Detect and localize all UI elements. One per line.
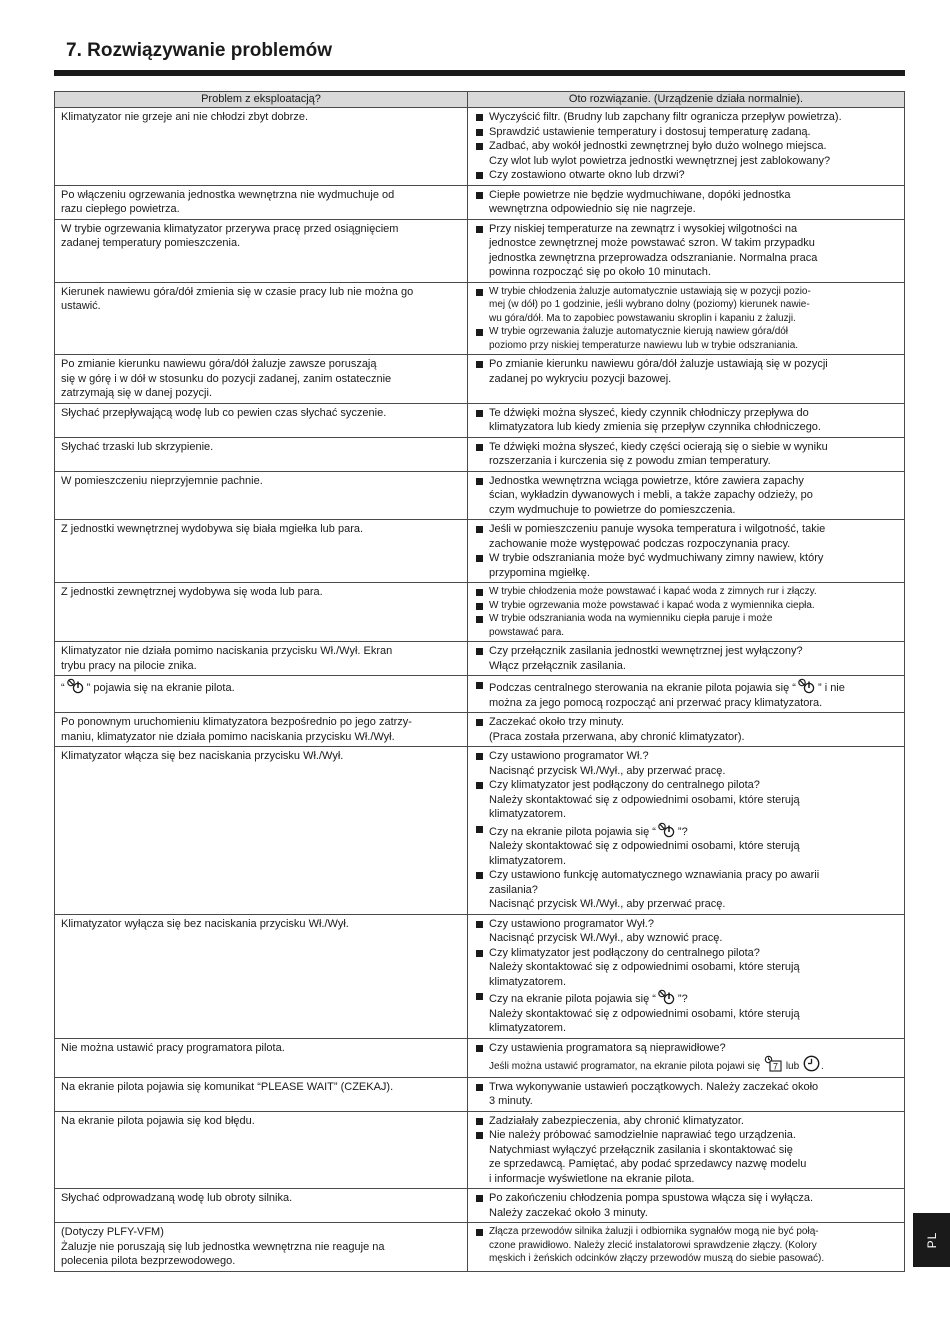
- solution-line: W trybie ogrzewania może powstawać i kapać woda z wymiennika ciepła.: [489, 599, 815, 611]
- solution-line: jednostka zewnętrzna przeprowadza odszranianie. Normalna praca: [489, 251, 818, 264]
- solution-line: Po zakończeniu chłodzenia pompa spustowa włącza się i wyłącza.: [489, 1192, 814, 1204]
- solution-line: zachowanie może występować podczas rozpoczynania pracy.: [489, 537, 791, 550]
- solution-list: [474, 644, 899, 673]
- solution-line: klimatyzatorem.: [489, 854, 567, 867]
- solution-list: [474, 110, 899, 183]
- solution-item: [474, 1114, 899, 1129]
- solution-line: można za jego pomocą rozpocząć ani przerwać pracy klimatyzatora.: [489, 696, 823, 709]
- table-row: [55, 471, 905, 520]
- solution-line: Czy ustawienia programatora są nieprawidłowe?: [489, 1041, 726, 1054]
- solution-line: Należy skontaktować się z odpowiednimi osobami, które sterują: [489, 961, 800, 973]
- problem-cell: [55, 1111, 468, 1189]
- problem-text: maniu, klimatyzator nie działa pomimo naciskania przycisku Wł./Wył.: [61, 730, 395, 743]
- solution-list: [474, 188, 899, 217]
- solution-item: [474, 522, 899, 551]
- table-row: [55, 403, 905, 437]
- solution-list: [474, 715, 899, 744]
- solution-cell: [468, 1038, 905, 1077]
- solution-cell: [468, 713, 905, 747]
- solution-item: [474, 917, 899, 946]
- table-row: [55, 676, 905, 713]
- solution-line: Sprawdzić ustawienie temperatury i dostosuj temperaturę zadaną.: [489, 125, 811, 138]
- solution-line: [489, 678, 899, 696]
- problem-cell: [55, 713, 468, 747]
- solution-line: Czy wlot lub wylot powietrza jednostki wewnętrznej jest zablokowany?: [489, 154, 831, 167]
- table-row: [55, 520, 905, 583]
- solution-line: jednostce zewnętrznej może powstawać szron. W takim przypadku: [489, 237, 815, 249]
- solution-cell: [468, 1111, 905, 1189]
- problem-cell: [55, 1077, 468, 1111]
- solution-list: [474, 222, 899, 280]
- solution-line: klimatyzatorem.: [489, 975, 567, 988]
- solution-text: ” i nie: [817, 682, 845, 694]
- solution-line: Należy skontaktować się z odpowiednimi osobami, które sterują: [489, 1007, 800, 1020]
- centralized-control-icon: [66, 678, 86, 694]
- title-rule: [54, 70, 905, 76]
- solution-line: poziomo przy niskiej temperaturze nawiewu lub w trybie odszraniania.: [489, 339, 799, 351]
- problem-cell: [55, 520, 468, 583]
- solution-line: W trybie ogrzewania żaluzje automatycznie kierują nawiew góra/dół: [489, 326, 789, 337]
- solution-line: Te dźwięki można słyszeć, kiedy czynnik chłodniczy przepływa do: [489, 406, 809, 419]
- solution-text: ”?: [677, 825, 688, 838]
- solution-line: Czy przełącznik zasilania jednostki wewnętrznej jest wyłączony?: [489, 645, 803, 657]
- solution-line: Jednostka wewnętrzna wciąga powietrze, które zawiera zapachy: [489, 474, 804, 487]
- problem-cell: [55, 403, 468, 437]
- problem-cell: [55, 1038, 468, 1077]
- solution-cell: [468, 403, 905, 437]
- problem-cell: [55, 583, 468, 642]
- header-solution: Oto rozwiązanie. (Urządzenie działa normalnie).: [468, 92, 905, 108]
- problem-cell: [55, 747, 468, 915]
- centralized-control-icon: [797, 678, 817, 694]
- problem-text: ustawić.: [61, 300, 101, 312]
- solution-line: Te dźwięki można słyszeć, kiedy części ocierają się o siebie w wyniku: [489, 440, 828, 453]
- solution-item: [474, 139, 899, 168]
- table-row: [55, 914, 905, 1038]
- table-header-row: [55, 92, 905, 108]
- solution-item: [474, 1191, 899, 1220]
- solution-line: Nacisnąć przycisk Wł./Wył., aby przerwać pracę.: [489, 764, 726, 777]
- table-row: [55, 355, 905, 404]
- language-tab: [913, 1213, 950, 1267]
- solution-cell: [468, 676, 905, 713]
- page-title: 7. Rozwiązywanie problemów: [66, 40, 333, 61]
- solution-item: [474, 612, 899, 639]
- problem-cell: [55, 914, 468, 1038]
- solution-item: [474, 946, 899, 990]
- solution-cell: [468, 1223, 905, 1272]
- solution-line: Czy ustawiono programator Wył.?: [489, 917, 654, 930]
- solution-cell: [468, 108, 905, 186]
- problem-text: zadanej temperatury pomieszczenia.: [61, 237, 241, 249]
- table-row: [55, 583, 905, 642]
- solution-list: [474, 285, 899, 353]
- solution-item: [474, 778, 899, 822]
- solution-text: Jeśli można ustawić programator, na ekranie pilota pojawi się: [489, 1061, 761, 1072]
- solution-item: [474, 678, 899, 710]
- problem-text: Na ekranie pilota pojawia się komunikat “PLEASE WAIT” (CZEKAJ).: [61, 1080, 394, 1093]
- problem-text-pre: “: [61, 682, 65, 694]
- solution-list: [474, 1041, 899, 1075]
- centralized-control-icon: [657, 822, 677, 838]
- problem-text: Po włączeniu ogrzewania jednostka wewnętrzna nie wydmuchuje od: [61, 188, 395, 201]
- solution-line: klimatyzatora lub kiedy zmienia się przepływ czynnika chłodniczego.: [489, 421, 821, 433]
- solution-line: klimatyzatorem.: [489, 1022, 567, 1034]
- solution-item: [474, 406, 899, 435]
- solution-line: W trybie chłodzenia żaluzje automatycznie ustawiają się w pozycji pozio-: [489, 285, 811, 297]
- solution-line: czone prawidłowo. Należy zlecić instalatorowi sprawdzenie złączy. (Kolory: [489, 1239, 817, 1251]
- table-row: [55, 1223, 905, 1272]
- table-row: [55, 747, 905, 915]
- problem-text: trybu pracy na pilocie znika.: [61, 659, 197, 672]
- solution-list: [474, 678, 899, 710]
- table-row: [55, 185, 905, 219]
- solution-line: Zaczekać około trzy minuty.: [489, 716, 624, 728]
- solution-line: (Praca została przerwana, aby chronić klimatyzator).: [489, 730, 745, 743]
- solution-line: Nie należy próbować samodzielnie naprawiać tego urządzenia.: [489, 1129, 796, 1141]
- solution-line: [489, 989, 899, 1007]
- solution-line: Zadbać, aby wokół jednostki zewnętrznej było dużo wolnego miejsca.: [489, 140, 827, 152]
- solution-item: [474, 110, 899, 125]
- solution-list: [474, 522, 899, 580]
- solution-line: męskich i żeńskich odcinków złączy przewodów muszą do siebie pasować).: [489, 1253, 825, 1264]
- troubleshooting-table: [54, 91, 905, 1272]
- solution-item: [474, 285, 899, 326]
- solution-line: Włącz przełącznik zasilania.: [489, 659, 626, 672]
- problem-text: polecenia pilota bezprzewodowego.: [61, 1255, 236, 1267]
- solution-line: Należy zaczekać około 3 minuty.: [489, 1206, 648, 1219]
- solution-item: [474, 222, 899, 280]
- weekly-timer-icon: [764, 1055, 782, 1072]
- problem-text: Na ekranie pilota pojawia się kod błędu.: [61, 1114, 255, 1127]
- problem-text: Klimatyzator nie grzeje ani nie chłodzi zbyt dobrze.: [61, 111, 309, 123]
- solution-line: Natychmiast wyłączyć przełącznik zasilania i skontaktować się: [489, 1143, 793, 1156]
- solution-cell: [468, 642, 905, 676]
- problem-text: Słychać trzaski lub skrzypienie.: [61, 440, 214, 453]
- solution-line: Zadziałały zabezpieczenia, aby chronić klimatyzator.: [489, 1114, 744, 1127]
- solution-text: lub: [785, 1061, 800, 1072]
- problem-text: się w górę i w dół w stosunku do pozycji zadanej, zanim ostatecznie: [61, 372, 392, 385]
- svg-text:7: 7: [773, 1061, 779, 1072]
- simple-timer-icon: [803, 1055, 820, 1072]
- problem-text: Kierunek nawiewu góra/dół zmienia się w czasie pracy lub nie można go: [61, 285, 414, 298]
- solution-line: [489, 1055, 899, 1075]
- solution-list: [474, 585, 899, 639]
- solution-item: [474, 989, 899, 1036]
- problem-cell: [55, 108, 468, 186]
- solution-cell: [468, 520, 905, 583]
- solution-line: mej (w dół) po 1 godzinie, jeśli wybrano dolny (poziomy) kierunek nawie-: [489, 299, 810, 310]
- table-row: [55, 1111, 905, 1189]
- problem-text: Słychać odprowadzaną wodę lub obroty silnika.: [61, 1192, 293, 1204]
- problem-text: Nie można ustawić pracy programatora pilota.: [61, 1041, 285, 1054]
- problem-text: Słychać przepływającą wodę lub co pewien czas słychać syczenie.: [61, 406, 387, 419]
- solution-cell: [468, 1189, 905, 1223]
- problem-cell: [55, 1189, 468, 1223]
- solution-text: ”?: [677, 993, 688, 1005]
- solution-text: .: [820, 1061, 824, 1072]
- table-row: [55, 282, 905, 355]
- solution-line: przypomina mgiełkę.: [489, 566, 590, 579]
- solution-cell: [468, 185, 905, 219]
- solution-item: [474, 168, 899, 183]
- problem-cell: [55, 471, 468, 520]
- solution-item: [474, 1128, 899, 1186]
- solution-line: wu góra/dół. Ma to zapobiec powstawaniu skroplin i kapaniu z żaluzji.: [489, 312, 796, 324]
- problem-cell: [55, 185, 468, 219]
- solution-line: Czy klimatyzator jest podłączony do centralnego pilota?: [489, 779, 760, 791]
- problem-text: Po ponownym uruchomieniu klimatyzatora bezpośrednio po jego zatrzy-: [61, 716, 412, 728]
- header-problem: Problem z eksploatacją?: [55, 92, 468, 108]
- solution-line: W trybie odszraniania może być wydmuchiwany zimny nawiew, który: [489, 552, 824, 564]
- solution-list: [474, 1225, 899, 1266]
- problem-cell: [55, 355, 468, 404]
- solution-cell: [468, 355, 905, 404]
- solution-line: Przy niskiej temperaturze na zewnątrz i wysokiej wilgotności na: [489, 222, 798, 235]
- solution-cell: [468, 219, 905, 282]
- solution-item: [474, 822, 899, 869]
- table-row: [55, 642, 905, 676]
- solution-line: czym wydmuchuje to powietrze do pomieszczenia.: [489, 503, 736, 516]
- solution-line: 3 minuty.: [489, 1095, 533, 1107]
- problem-text: (Dotyczy PLFY-VFM): [61, 1226, 164, 1238]
- solution-item: [474, 325, 899, 352]
- solution-item: [474, 440, 899, 469]
- solution-line: rozszerzania i kurczenia się z powodu zmian temperatury.: [489, 455, 771, 467]
- solution-line: W trybie chłodzenia może powstawać i kapać woda z zimnych rur i złączy.: [489, 586, 817, 597]
- solution-line: Czy ustawiono funkcję automatycznego wznawiania pracy po awarii: [489, 869, 820, 881]
- solution-item: [474, 599, 899, 613]
- table-row: [55, 437, 905, 471]
- solution-line: Należy skontaktować się z odpowiednimi osobami, które sterują: [489, 840, 800, 852]
- table-row: [55, 219, 905, 282]
- solution-list: [474, 1114, 899, 1187]
- solution-item: [474, 125, 899, 140]
- solution-item: [474, 474, 899, 518]
- solution-text: Podczas centralnego sterowania na ekranie pilota pojawia się “: [489, 682, 796, 694]
- solution-line: Nacisnąć przycisk Wł./Wył., aby przerwać pracę.: [489, 898, 726, 910]
- table-row: [55, 1189, 905, 1223]
- solution-line: Ciepłe powietrze nie będzie wydmuchiwane, dopóki jednostka: [489, 188, 791, 201]
- solution-line: Czy klimatyzator jest podłączony do centralnego pilota?: [489, 946, 760, 959]
- problem-text: Klimatyzator włącza się bez naciskania przycisku Wł./Wył.: [61, 750, 344, 762]
- solution-cell: [468, 747, 905, 915]
- problem-text: zatrzymają się w danej pozycji.: [61, 387, 213, 399]
- solution-line: powinna rozpocząć się po około 10 minutach.: [489, 266, 711, 278]
- solution-list: [474, 917, 899, 1036]
- solution-list: [474, 357, 899, 386]
- problem-text: Z jednostki zewnętrznej wydobywa się woda lub para.: [61, 586, 323, 598]
- problem-text: W pomieszczeniu nieprzyjemnie pachnie.: [61, 474, 263, 487]
- solution-cell: [468, 914, 905, 1038]
- problem-text: razu ciepłego powietrza.: [61, 203, 180, 215]
- solution-line: klimatyzatorem.: [489, 808, 567, 820]
- solution-line: Nacisnąć przycisk Wł./Wył., aby wznowić pracę.: [489, 932, 723, 944]
- solution-item: [474, 1080, 899, 1109]
- solution-line: Czy ustawiono programator Wł.?: [489, 750, 649, 762]
- problem-cell: [55, 676, 468, 713]
- problem-text: Klimatyzator nie działa pomimo naciskania przycisku Wł./Wył. Ekran: [61, 645, 393, 657]
- solution-line: Złącza przewodów silnika żaluzji i odbiornika sygnałów mogą nie być połą-: [489, 1226, 819, 1237]
- solution-line: wewnętrzna odpowiednio się nie nagrzeje.: [489, 203, 696, 215]
- solution-list: [474, 1191, 899, 1220]
- solution-line: i informacje wyświetlone na ekranie pilota.: [489, 1172, 695, 1185]
- problem-text-post: ” pojawia się na ekranie pilota.: [86, 682, 235, 694]
- centralized-control-icon: [657, 989, 677, 1005]
- table-row: [55, 713, 905, 747]
- solution-cell: [468, 471, 905, 520]
- problem-cell: [55, 642, 468, 676]
- solution-item: [474, 715, 899, 744]
- solution-line: Czy zostawiono otwarte okno lub drzwi?: [489, 169, 685, 181]
- solution-line: W trybie odszraniania woda na wymienniku ciepła paruje i może: [489, 613, 773, 624]
- solution-line: powstawać para.: [489, 626, 565, 638]
- solution-list: [474, 474, 899, 518]
- problem-text: Po zmianie kierunku nawiewu góra/dół żaluzje zawsze poruszają: [61, 358, 377, 370]
- solution-item: [474, 1225, 899, 1266]
- problem-text: Żaluzje nie poruszają się lub jednostka wewnętrzna nie reaguje na: [61, 1240, 385, 1253]
- solution-cell: [468, 583, 905, 642]
- solution-list: [474, 440, 899, 469]
- language-tab-label: PL: [924, 1231, 939, 1249]
- solution-item: [474, 357, 899, 386]
- solution-item: [474, 868, 899, 912]
- problem-text: W trybie ogrzewania klimatyzator przerywa pracę przed osiągnięciem: [61, 222, 399, 235]
- problem-text: Z jednostki wewnętrznej wydobywa się biała mgiełka lub para.: [61, 523, 364, 535]
- solution-line: ze sprzedawcą. Pamiętać, aby podać sprzedawcy nazwę modelu: [489, 1158, 807, 1170]
- solution-list: [474, 749, 899, 912]
- solution-line: Jeśli w pomieszczeniu panuje wysoka temperatura i wilgotność, takie: [489, 523, 826, 535]
- solution-line: Trwa wykonywanie ustawień początkowych. Należy zaczekać około: [489, 1080, 819, 1093]
- problem-cell: [55, 282, 468, 355]
- table-row: [55, 108, 905, 186]
- solution-cell: [468, 1077, 905, 1111]
- solution-text: Czy na ekranie pilota pojawia się “: [489, 993, 656, 1005]
- solution-line: zasilania?: [489, 883, 538, 896]
- solution-item: [474, 188, 899, 217]
- solution-line: Należy skontaktować się z odpowiednimi osobami, które sterują: [489, 793, 800, 806]
- solution-line: zadanej po wykryciu pozycji bazowej.: [489, 372, 672, 385]
- problem-cell: [55, 437, 468, 471]
- solution-cell: [468, 437, 905, 471]
- solution-item: [474, 749, 899, 778]
- solution-line: ścian, wykładzin dywanowych i mebli, a także zapachy odzieży, po: [489, 489, 813, 501]
- table-row: [55, 1077, 905, 1111]
- solution-item: [474, 644, 899, 673]
- solution-cell: [468, 282, 905, 355]
- solution-text: Czy na ekranie pilota pojawia się “: [489, 825, 656, 838]
- solution-list: [474, 1080, 899, 1109]
- problem-text: [61, 678, 462, 696]
- solution-item: [474, 585, 899, 599]
- solution-line: Wyczyścić filtr. (Brudny lub zapchany filtr ogranicza przepływ powietrza).: [489, 111, 842, 123]
- solution-item: [474, 551, 899, 580]
- solution-list: [474, 406, 899, 435]
- solution-line: [489, 822, 899, 840]
- problem-cell: [55, 219, 468, 282]
- solution-line: Po zmianie kierunku nawiewu góra/dół żaluzje ustawiają się w pozycji: [489, 358, 828, 370]
- problem-text: Klimatyzator wyłącza się bez naciskania przycisku Wł./Wył.: [61, 917, 349, 930]
- solution-item: [474, 1041, 899, 1075]
- table-row: [55, 1038, 905, 1077]
- problem-cell: [55, 1223, 468, 1272]
